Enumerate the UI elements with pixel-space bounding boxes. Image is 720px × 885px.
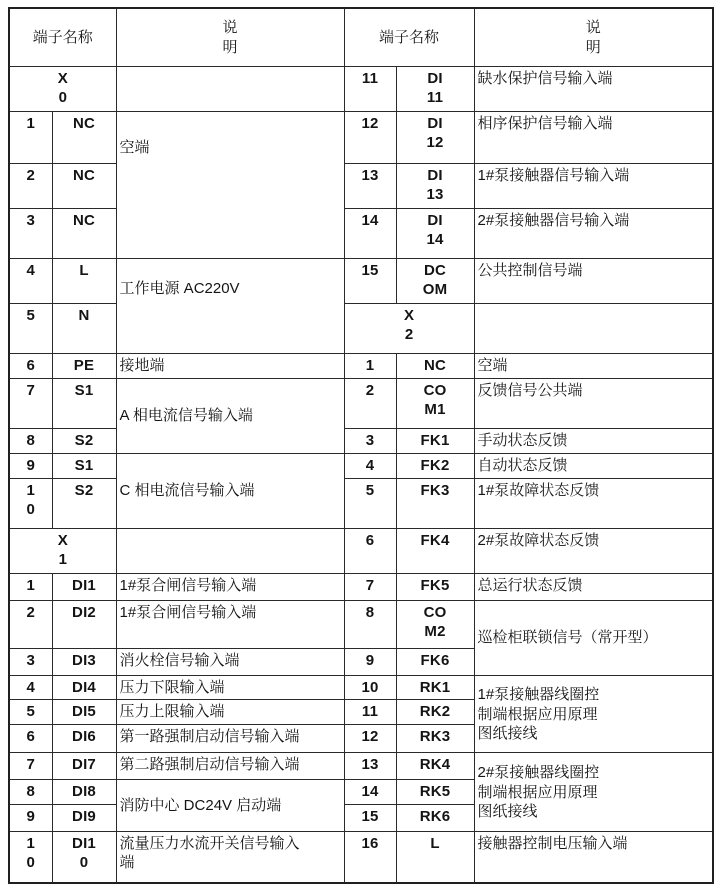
left-desc-cell: 消火栓信号输入端 [116,649,344,676]
right-name-cell: DI 11 [396,67,474,112]
right-num-cell: 9 [344,649,396,676]
right-num-cell: 7 [344,574,396,601]
right-desc-cell: 2#泵接触器线圈控 制端根据应用原理 图纸接线 [474,753,713,832]
left-desc-cell [116,529,344,574]
left-num-cell: 9 [9,454,52,479]
left-desc-cell: 第二路强制启动信号输入端 [116,753,344,780]
header-row [9,8,713,67]
left-desc-cell: 压力下限输入端 [116,676,344,700]
left-num-cell: 9 [9,805,52,832]
left-desc-cell: 空端 [116,112,344,259]
right-num-cell: 15 [344,805,396,832]
table-row [9,164,713,209]
right-name-cell: RK6 [396,805,474,832]
left-desc-cell: 工作电源 AC220V [116,259,344,354]
right-num-cell: 8 [344,601,396,649]
table-row [9,354,713,379]
left-desc-cell: 消防中心 DC24V 启动端 [116,780,344,832]
left-num-cell: 1 0 [9,832,52,883]
left-num-cell: 6 [9,354,52,379]
header-terminal-name-left: 端子名称 [9,8,116,67]
right-desc-cell: 公共控制信号端 [474,259,713,304]
right-num-cell: 11 [344,700,396,725]
left-num-cell: 2 [9,164,52,209]
right-name-cell: FK4 [396,529,474,574]
left-num-cell: 8 [9,780,52,805]
right-desc-cell: 2#泵接触器信号输入端 [474,209,713,259]
header-terminal-name-right: 端子名称 [344,8,474,67]
left-desc-cell [116,67,344,112]
right-desc-cell: 接触器控制电压输入端 [474,832,713,883]
right-num-cell: 6 [344,529,396,574]
right-desc-cell: 总运行状态反馈 [474,574,713,601]
right-num-cell: 1 [344,354,396,379]
right-num-cell: 13 [344,164,396,209]
table-row [9,112,713,164]
left-name-cell: NC [52,164,116,209]
right-desc-cell: 缺水保护信号输入端 [474,67,713,112]
right-name-cell: L [396,832,474,883]
right-desc-cell: 1#泵接触器线圈控 制端根据应用原理 图纸接线 [474,676,713,753]
right-name-cell: RK2 [396,700,474,725]
right-desc-cell [474,304,713,354]
left-desc-cell: 1#泵合闸信号输入端 [116,574,344,601]
left-name-cell: DI1 0 [52,832,116,883]
right-name-cell: FK5 [396,574,474,601]
right-num-cell: 4 [344,454,396,479]
right-name-cell: FK3 [396,479,474,529]
right-name-cell: DI 14 [396,209,474,259]
left-name-cell: S2 [52,429,116,454]
left-desc-cell: 接地端 [116,354,344,379]
terminal-wiring-table [8,7,714,884]
table-row [9,429,713,454]
left-name-cell: DI2 [52,601,116,649]
right-name-cell: DI 12 [396,112,474,164]
right-desc-cell: 手动状态反馈 [474,429,713,454]
left-name-cell: S2 [52,479,116,529]
left-name-cell: DI6 [52,725,116,753]
right-desc-cell: 反馈信号公共端 [474,379,713,429]
table-row [9,574,713,601]
right-num-cell: 16 [344,832,396,883]
table-row [9,67,713,112]
table-row [9,454,713,479]
table-row [9,209,713,259]
left-num-cell: 1 0 [9,479,52,529]
left-name-cell: L [52,259,116,304]
right-name-cell: RK3 [396,725,474,753]
left-name-cell: NC [52,209,116,259]
right-name-cell: CO M2 [396,601,474,649]
table-row [9,601,713,649]
table-row [9,832,713,883]
right-num-cell: 15 [344,259,396,304]
right-num-cell: 5 [344,479,396,529]
left-desc-cell: 1#泵合闸信号输入端 [116,601,344,649]
left-name-cell: PE [52,354,116,379]
left-desc-cell: C 相电流信号输入端 [116,454,344,529]
left-name-cell: DI4 [52,676,116,700]
right-desc-cell: 1#泵接触器信号输入端 [474,164,713,209]
left-name-cell: DI8 [52,780,116,805]
left-desc-cell: 压力上限输入端 [116,700,344,725]
right-name-cell: FK1 [396,429,474,454]
table-row [9,479,713,529]
left-desc-cell: A 相电流信号输入端 [116,379,344,454]
table-row [9,379,713,429]
left-desc-cell: 流量压力水流开关信号输入 端 [116,832,344,883]
left-name-cell: DI9 [52,805,116,832]
right-num-cell: 14 [344,780,396,805]
right-num-cell: 10 [344,676,396,700]
left-num-cell: 5 [9,700,52,725]
left-name-cell: N [52,304,116,354]
left-num-cell: 3 [9,649,52,676]
left-num-cell: 5 [9,304,52,354]
left-num-cell: 8 [9,429,52,454]
header-desc-right: 说 明 [474,8,713,67]
left-name-cell: DI1 [52,574,116,601]
left-num-cell: 6 [9,725,52,753]
right-desc-cell: 1#泵故障状态反馈 [474,479,713,529]
table-row [9,753,713,780]
left-num-cell: 1 [9,574,52,601]
table-row [9,259,713,304]
right-name-cell: RK1 [396,676,474,700]
left-name-cell: DI3 [52,649,116,676]
table-row [9,676,713,700]
left-num-cell: 4 [9,676,52,700]
left-block-label-x0: X 0 [9,67,116,112]
right-desc-cell: 空端 [474,354,713,379]
left-name-cell: NC [52,112,116,164]
right-num-cell: 2 [344,379,396,429]
left-desc-cell: 第一路强制启动信号输入端 [116,725,344,753]
right-desc-cell: 巡检柜联锁信号（常开型） [474,601,713,676]
left-name-cell: DI5 [52,700,116,725]
right-num-cell: 3 [344,429,396,454]
left-num-cell: 7 [9,379,52,429]
header-desc-left: 说 明 [116,8,344,67]
right-name-cell: FK6 [396,649,474,676]
right-num-cell: 13 [344,753,396,780]
right-num-cell: 12 [344,725,396,753]
table-row [9,304,713,354]
right-block-label-x2: X 2 [344,304,474,354]
right-name-cell: RK5 [396,780,474,805]
right-name-cell: DC OM [396,259,474,304]
left-num-cell: 4 [9,259,52,304]
right-name-cell: CO M1 [396,379,474,429]
right-name-cell: NC [396,354,474,379]
left-num-cell: 2 [9,601,52,649]
left-num-cell: 7 [9,753,52,780]
right-desc-cell: 相序保护信号输入端 [474,112,713,164]
right-name-cell: DI 13 [396,164,474,209]
left-num-cell: 3 [9,209,52,259]
right-num-cell: 12 [344,112,396,164]
left-name-cell: DI7 [52,753,116,780]
right-name-cell: RK4 [396,753,474,780]
table-row [9,529,713,574]
right-num-cell: 11 [344,67,396,112]
right-name-cell: FK2 [396,454,474,479]
right-desc-cell: 2#泵故障状态反馈 [474,529,713,574]
left-name-cell: S1 [52,379,116,429]
left-num-cell: 1 [9,112,52,164]
left-name-cell: S1 [52,454,116,479]
left-block-label-x1: X 1 [9,529,116,574]
right-desc-cell: 自动状态反馈 [474,454,713,479]
right-num-cell: 14 [344,209,396,259]
